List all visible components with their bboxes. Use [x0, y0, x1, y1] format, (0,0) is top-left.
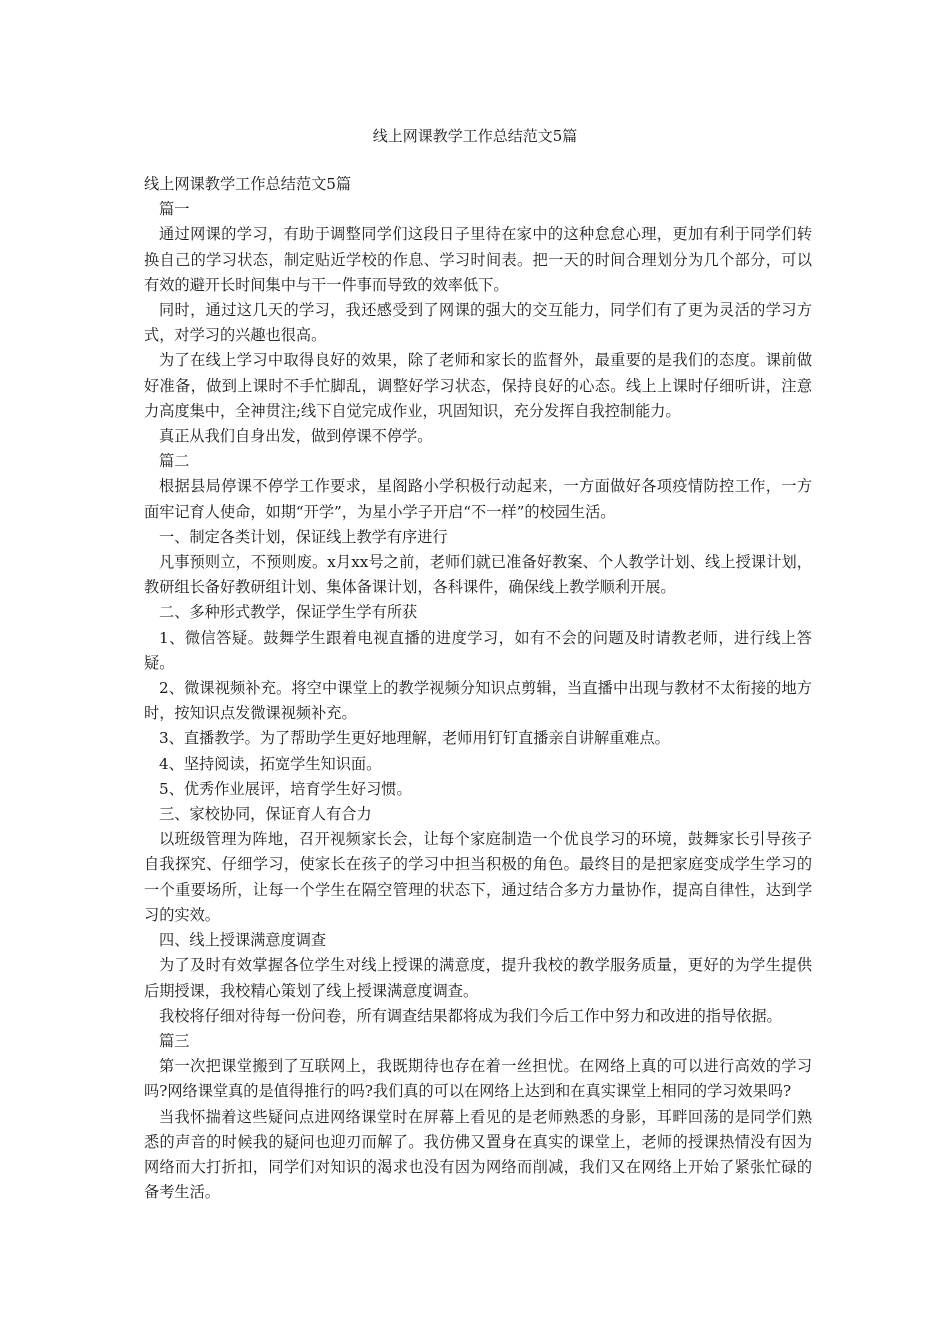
paragraph: 通过网课的学习，有助于调整同学们这段日子里待在家中的这种怠怠心理，更加有利于同学们转换自己的学习状态，制定贴近学校的作息、学习时间表。把一天的时间合理划分为几个部分，可以有效的避开长时间集中与干一件事而导致的效率低下。	[144, 225, 812, 294]
paragraph: 3、直播教学。为了帮助学生更好地理解，老师用钉钉直播亲自讲解重难点。	[159, 729, 670, 748]
paragraph: 为了及时有效掌握各位学生对线上授课的满意度，提升我校的教学服务质量，更好的为学生提供后期授课，我校精心策划了线上授课满意度调查。	[144, 956, 812, 1000]
paragraph: 以班级管理为阵地，召开视频家长会，让每个家庭制造一个优良学习的环境，鼓舞家长引导孩子自我探究、仔细学习，使家长在孩子的学习中担当积极的角色。最终目的是把家庭变成学生学习的一个重要场所，让每一个学生在隔空管理的状态下，通过结合多方力量协作，提高自律性，达到学习的实效。	[144, 830, 812, 924]
paragraph: 二、多种形式教学，保证学生学有所获	[159, 603, 418, 622]
paragraph: 篇二	[159, 452, 190, 471]
document-body	[144, 172, 812, 1205]
paragraph: 当我怀揣着这些疑问点进网络课堂时在屏幕上看见的是老师熟悉的身影，耳畔回荡的是同学们熟悉的声音的时候我的疑问也迎刃而解了。我仿佛又置身在真实的课堂上，老师的授课热情没有因为网络而大打折扣，同学们对知识的渴求也没有因为网络而削减，我们又在网络上开始了紧张忙碌的备考生活。	[144, 1107, 812, 1202]
paragraph: 篇三	[159, 1031, 190, 1050]
paragraph: 四、线上授课满意度调查	[159, 931, 327, 950]
paragraph: 真正从我们自身出发，做到停课不停学。	[159, 427, 433, 446]
paragraph: 三、家校协同，保证育人有合力	[159, 805, 372, 824]
paragraph: 我校将仔细对待每一份问卷，所有调查结果都将成为我们今后工作中努力和改进的指导依据。	[159, 1006, 782, 1025]
paragraph: 5、优秀作业展评，培育学生好习惯。	[159, 779, 412, 798]
paragraph: 1、微信答疑。鼓舞学生跟着电视直播的进度学习，如有不会的问题及时请教老师，进行线上答疑。	[144, 628, 812, 672]
paragraph: 根据县局停课不停学工作要求，星阁路小学积极行动起来，一方面做好各项疫情防控工作，一方面牢记育人使命，如期“开学”，为星小学子开启“不一样”的校园生活。	[144, 477, 812, 521]
paragraph: 同时，通过这几天的学习，我还感受到了网课的强大的交互能力，同学们有了更为灵活的学习方式，对学习的兴趣也很高。	[144, 301, 812, 345]
paragraph: 线上网课教学工作总结范文5篇	[144, 175, 352, 193]
paragraph: 篇一	[159, 200, 190, 219]
paragraph: 2、微课视频补充。将空中课堂上的教学视频分知识点剪辑，当直播中出现与教材不太衔接的地方时，按知识点发微课视频补充。	[144, 679, 812, 723]
paragraph: 凡事预则立，不预则废。x月xx号之前，老师们就已准备好教案、个人教学计划、线上授课计划，教研组长备好教研组计划、集体备课计划，各科课件，确保线上教学顺利开展。	[144, 553, 812, 597]
paragraph: 为了在线上学习中取得良好的效果，除了老师和家长的监督外，最重要的是我们的态度。课前做好准备，做到上课时不手忙脚乱，调整好学习状态，保持良好的心态。线上上课时仔细听讲，注意力高度集中，全神贯注;线下自觉完成作业，巩固知识，充分发挥自我控制能力。	[144, 351, 812, 420]
paragraph: 一、制定各类计划，保证线上教学有序进行	[159, 527, 448, 546]
document-title: 线上网课教学工作总结范文5篇	[372, 127, 578, 145]
paragraph: 4、坚持阅读，拓宽学生知识面。	[159, 754, 382, 773]
paragraph: 第一次把课堂搬到了互联网上，我既期待也存在着一丝担忧。在网络上真的可以进行高效的学习吗?网络课堂真的是值得推行的吗?我们真的可以在网络上达到和在真实课堂上相同的学习效果吗?	[144, 1057, 812, 1101]
